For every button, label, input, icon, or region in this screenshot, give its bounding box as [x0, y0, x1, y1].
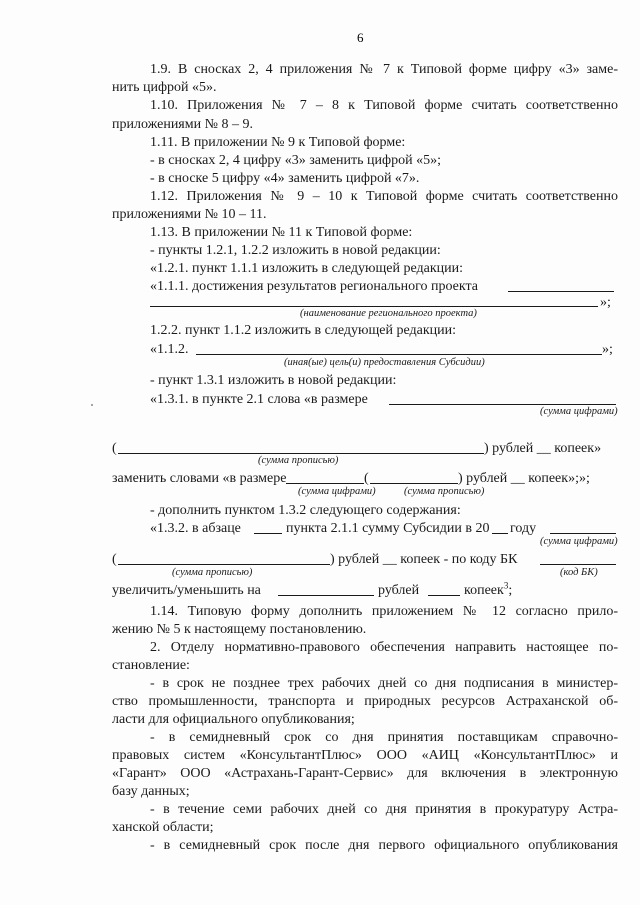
text-fragment: »; — [600, 295, 611, 310]
text-line: 1.10. Приложения № 7 – 8 к Типовой форме считать соответственно — [150, 98, 618, 113]
field-caption: (сумма прописью) — [258, 455, 339, 466]
text-line: 1.14. Типовую форму дополнить приложением № 12 согласно прило- — [150, 604, 618, 619]
fill-in-blank — [196, 354, 602, 355]
text-line: приложениями № 8 – 9. — [112, 117, 253, 132]
text-line: становление: — [112, 658, 190, 673]
text-fragment: ( — [364, 471, 369, 486]
fill-in-blank — [540, 564, 616, 565]
text-line: - в сносках 2, 4 цифру «3» заменить цифрой «5»; — [150, 153, 441, 168]
fill-in-blank — [508, 291, 614, 292]
text-fragment: ) рублей __ копеек» — [484, 441, 602, 456]
text-line: ласти для официального опубликования; — [112, 712, 355, 727]
text-fragment: копеек — [464, 583, 504, 598]
field-caption: (иная(ые) цель(и) предоставления Субсидии) — [284, 357, 485, 368]
field-caption: (сумма прописью) — [404, 486, 485, 497]
text-line: правовых систем «КонсультантПлюс» ООО «АИЦ «КонсультантПлюс» и — [112, 748, 618, 763]
text-line: приложениями № 10 – 11. — [112, 207, 267, 222]
text-fragment: увеличить/уменьшить на — [112, 583, 261, 598]
text-line: «Гарант» ООО «Астрахань-Гарант-Сервис» для включения в электронную — [112, 766, 618, 781]
text-line: ханской области; — [112, 820, 214, 835]
fill-in-blank — [428, 595, 460, 596]
text-fragment: году — [510, 521, 537, 536]
text-line: 1.9. В сносках 2, 4 приложения № 7 к Типовой форме цифру «3» заме- — [150, 62, 618, 77]
text-fragment: ) рублей __ копеек»;»; — [458, 471, 590, 486]
text-fragment: «1.3.2. в абзаце — [150, 521, 241, 536]
text-fragment: заменить словами «в размере — [112, 471, 287, 486]
fill-in-blank — [389, 404, 616, 405]
text-line: - в сноске 5 цифру «4» заменить цифрой «7». — [150, 171, 420, 186]
text-line: - в семидневный срок со дня принятия поставщикам справочно- — [150, 730, 618, 745]
fill-in-blank — [254, 533, 282, 534]
fill-in-blank — [150, 306, 598, 307]
text-line: «1.1.2. — [150, 342, 189, 357]
field-caption: (наименование регионального проекта) — [300, 308, 477, 319]
footnote-marker: 3 — [503, 580, 509, 591]
footnote-fragment — [464, 582, 544, 599]
text-fragment: ; — [508, 583, 513, 598]
fill-in-blank — [286, 483, 364, 484]
text-line: - в срок не позднее трех рабочих дней со дня подписания в министер- — [150, 676, 618, 691]
text-line: 1.13. В приложении № 11 к Типовой форме: — [150, 225, 413, 240]
fill-in-blank — [370, 483, 458, 484]
text-line: 1.2.2. пункт 1.1.2 изложить в следующей редакции: — [150, 323, 456, 338]
field-caption: (сумма цифрами) — [540, 406, 618, 417]
text-line: базу данных; — [112, 784, 190, 799]
field-caption: (сумма прописью) — [172, 567, 253, 578]
text-line: «1.3.1. в пункте 2.1 слова «в размере — [150, 392, 368, 407]
text-fragment: »; — [602, 342, 613, 357]
field-caption: (код БК) — [560, 567, 598, 578]
text-line: - пункт 1.3.1 изложить в новой редакции: — [150, 373, 397, 388]
text-line: жению № 5 к настоящему постановлению. — [112, 622, 367, 637]
text-fragment: пункта 2.1.1 сумму Субсидии в 20 — [286, 521, 490, 536]
fill-in-blank — [550, 533, 616, 534]
text-line: - в семидневный срок после дня первого официального опубликования — [150, 838, 618, 853]
page-number: 6 — [357, 30, 364, 45]
fill-in-blank — [278, 595, 374, 596]
scan-speck — [91, 404, 93, 406]
fill-in-blank — [118, 564, 330, 565]
text-fragment: рублей — [378, 583, 420, 598]
text-line: «1.2.1. пункт 1.1.1 изложить в следующей редакции: — [150, 261, 463, 276]
text-line: - в течение семи рабочих дней со дня принятия в прокуратуру Астра- — [150, 802, 618, 817]
text-line: 2. Отделу нормативно-правового обеспечения направить настоящее по- — [150, 640, 618, 655]
fill-in-blank — [118, 453, 484, 454]
text-line: «1.1.1. достижения результатов регионального проекта — [150, 279, 478, 294]
text-line: 1.12. Приложения № 9 – 10 к Типовой форме считать соответственно — [150, 189, 618, 204]
fill-in-blank — [492, 533, 508, 534]
text-line: ство промышленности, транспорта и природных ресурсов Астраханской об- — [112, 694, 618, 709]
text-fragment: ( — [112, 552, 117, 567]
text-fragment: ) рублей __ копеек - по коду БК — [330, 552, 518, 567]
text-line: - пункты 1.2.1, 1.2.2 изложить в новой редакции: — [150, 243, 441, 258]
text-fragment: ( — [112, 441, 117, 456]
field-caption: (сумма цифрами) — [298, 486, 376, 497]
text-line: - дополнить пунктом 1.3.2 следующего содержания: — [150, 503, 461, 518]
field-caption: (сумма цифрами) — [540, 536, 618, 547]
text-line: 1.11. В приложении № 9 к Типовой форме: — [150, 135, 406, 150]
text-line: нить цифрой «5». — [112, 80, 217, 95]
